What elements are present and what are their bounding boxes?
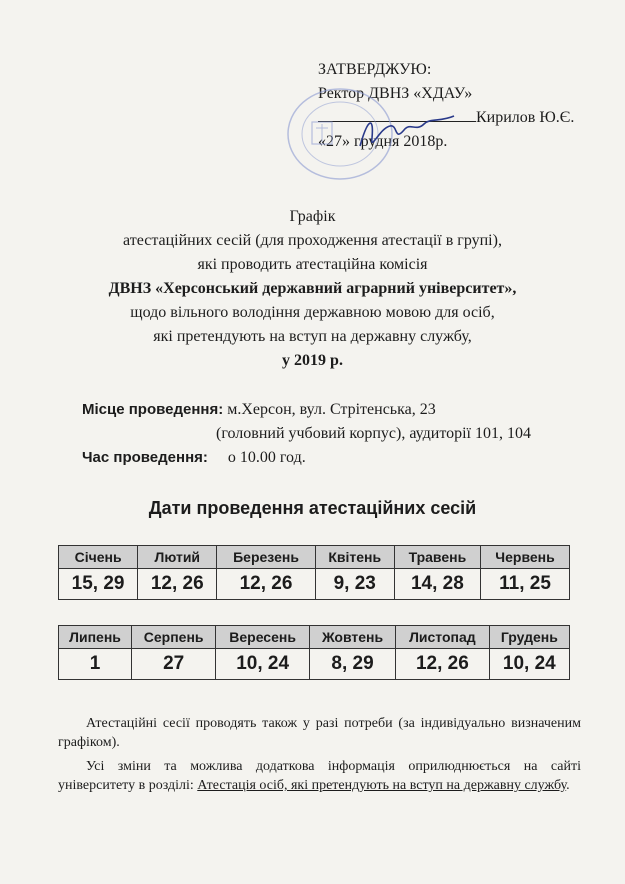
month-cell: Лютий xyxy=(138,546,217,569)
title-year: у 2019 р. xyxy=(282,352,343,369)
month-cell: Червень xyxy=(481,546,570,569)
approval-date: «27» грудня 2018р. xyxy=(318,133,448,150)
venue-block xyxy=(82,398,531,470)
date-cell: 9, 23 xyxy=(315,569,394,600)
title-line-2: атестаційних сесій (для проходження атестації в групі), xyxy=(123,232,502,249)
date-cell: 8, 29 xyxy=(309,649,395,680)
month-cell: Вересень xyxy=(216,626,310,649)
place-value-continued: (головний учбовий корпус), аудиторії 101, 104 xyxy=(216,425,531,442)
date-cell: 11, 25 xyxy=(481,569,570,600)
schedule-table-second-half xyxy=(58,625,570,680)
date-cell: 27 xyxy=(132,649,216,680)
venue-time-row xyxy=(82,446,531,470)
date-cell: 10, 24 xyxy=(489,649,569,680)
month-cell: Жовтень xyxy=(309,626,395,649)
place-value: м.Херсон, вул. Стрітенська, 23 xyxy=(227,401,436,418)
venue-place-row xyxy=(82,398,531,422)
month-cell: Травень xyxy=(394,546,480,569)
signature-mark xyxy=(350,108,460,156)
schedule-table-first-half xyxy=(58,545,570,600)
date-cell: 15, 29 xyxy=(59,569,138,600)
date-cell: 12, 26 xyxy=(138,569,217,600)
dates-row xyxy=(59,649,570,680)
place-label: Місце проведення: xyxy=(82,401,224,418)
month-cell: Січень xyxy=(59,546,138,569)
month-cell: Липень xyxy=(59,626,132,649)
approval-heading: ЗАТВЕРДЖУЮ: xyxy=(318,61,432,78)
attestation-section-link[interactable]: Атестація осіб, які претендують на вступ на державну службу xyxy=(197,778,567,793)
date-cell: 12, 26 xyxy=(396,649,490,680)
month-cell: Листопад xyxy=(396,626,490,649)
title-line-4: ДВНЗ «Херсонський державний аграрний університет», xyxy=(108,280,517,297)
title-line-6: які претендують на вступ на державну службу, xyxy=(153,328,472,345)
dates-heading: Дати проведення атестаційних сесій xyxy=(148,498,477,518)
signatory-name: Кирилов Ю.Є. xyxy=(476,109,575,126)
title-line-1: Графік xyxy=(289,208,336,225)
month-cell: Квітень xyxy=(315,546,394,569)
document-title xyxy=(0,205,625,373)
date-cell: 14, 28 xyxy=(394,569,480,600)
note-paragraph-2 xyxy=(58,757,581,795)
month-header-row xyxy=(59,626,570,649)
month-cell: Березень xyxy=(217,546,315,569)
approval-rector: Ректор ДВНЗ «ХДАУ» xyxy=(318,85,473,102)
note-paragraph-1: Атестаційні сесії проводять також у разі потреби (за індивідуально визначеним графіком). xyxy=(58,716,581,750)
date-cell: 12, 26 xyxy=(217,569,315,600)
date-cell: 1 xyxy=(59,649,132,680)
note-text: Усі зміни та можлива додаткова інформація оприлюднюється на сайті університету в розділі: xyxy=(58,759,581,793)
dates-row xyxy=(59,569,570,600)
month-cell: Серпень xyxy=(132,626,216,649)
time-label: Час проведення: xyxy=(82,449,208,466)
time-value: о 10.00 год. xyxy=(227,449,306,466)
title-line-3: які проводить атестаційна комісія xyxy=(197,256,428,273)
month-header-row xyxy=(59,546,570,569)
title-line-5: щодо вільного володіння державною мовою для осіб, xyxy=(130,304,495,321)
date-cell: 10, 24 xyxy=(216,649,310,680)
note-end: . xyxy=(566,778,570,793)
month-cell: Грудень xyxy=(489,626,569,649)
